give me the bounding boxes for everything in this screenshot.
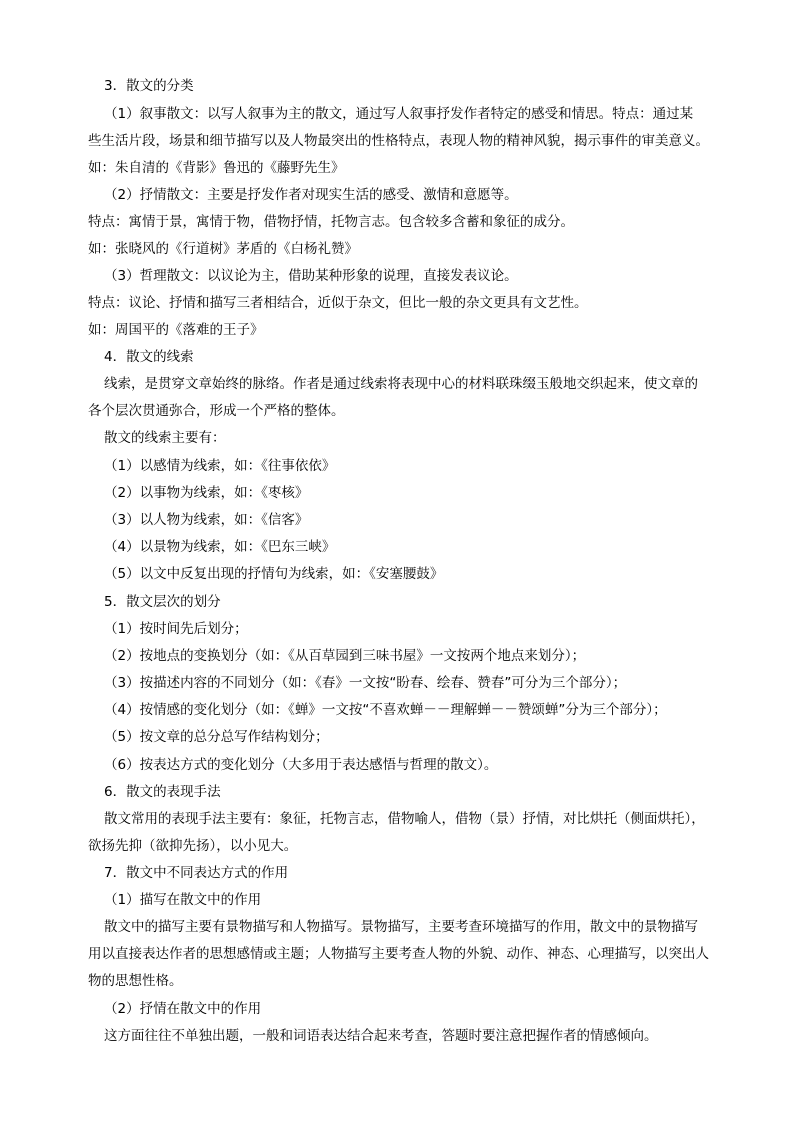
list-item: （6）按表达方式的变化划分（大多用于表达感悟与哲理的散文）。	[104, 757, 498, 773]
list-item: （1）按时间先后划分；	[104, 621, 248, 637]
list-item: （3）以人物为线索，如：《信客》	[104, 512, 309, 528]
list-item: （1）以感情为线索，如：《往事依依》	[104, 458, 336, 474]
list-item: （3）按描述内容的不同划分（如：《春》一文按“盼春、绘春、赞春”可分为三个部分）；	[104, 675, 627, 691]
paragraph-line: 各个层次贯通弥合，形成一个严格的整体。	[88, 403, 345, 419]
list-item: （5）以文中反复出现的抒情句为线索，如：《安塞腰鼓》	[104, 566, 444, 582]
subheading: （2）抒情在散文中的作用	[104, 1001, 262, 1017]
list-item: （2）以事物为线索，如：《枣核》	[104, 485, 309, 501]
paragraph-line: 特点：议论、抒情和描写三者相结合，近似于杂文，但比一般的杂文更具有文艺性。	[88, 295, 588, 311]
paragraph-line: 些生活片段，场景和细节描写以及人物最突出的性格特点，表现人物的精神风貌，揭示事件的审美意义。	[88, 133, 709, 149]
paragraph-line: 如：张晓风的《行道树》茅盾的《白杨礼赞》	[88, 241, 358, 257]
paragraph-line: （2）抒情散文：主要是抒发作者对现实生活的感受、激情和意愿等。	[104, 187, 518, 203]
heading-clues: 4．散文的线索	[104, 349, 194, 365]
paragraph-line: 欲扬先抑（欲抑先扬），以小见大。	[88, 838, 298, 854]
list-item: （4）按情感的变化划分（如：《蝉》一文按“不喜欢蝉－－理解蝉－－赞颂蝉”分为三个部分）；	[104, 702, 667, 718]
paragraph-line: 如：周国平的《落难的王子》	[88, 322, 264, 338]
paragraph-line: 散文常用的表现手法主要有：象征，托物言志，借物喻人，借物（景）抒情，对比烘托（侧面烘托），	[104, 811, 705, 827]
paragraph-line: 物的思想性格。	[88, 973, 183, 989]
list-item: （2）按地点的变换划分（如：《从百草园到三味书屋》一文按两个地点来划分）；	[104, 648, 586, 664]
heading-techniques: 6．散文的表现手法	[104, 784, 221, 800]
paragraph-line: 散文中的描写主要有景物描写和人物描写。景物描写，主要考查环境描写的作用，散文中的景物描写	[104, 919, 698, 935]
paragraph-line: 用以直接表达作者的思想感情或主题；人物描写主要考查人物的外貌、动作、神态、心理描写，以突出人	[88, 946, 709, 962]
paragraph-line: 特点：寓情于景，寓情于物，借物抒情，托物言志。包含较多含蓄和象征的成分。	[88, 214, 574, 230]
paragraph-line: 线索，是贯穿文章始终的脉络。作者是通过线索将表现中心的材料联珠缀玉般地交织起来，使文章的	[104, 376, 698, 392]
heading-levels: 5．散文层次的划分	[104, 594, 221, 610]
heading-expression: 7．散文中不同表达方式的作用	[104, 865, 289, 881]
paragraph-line: 如：朱自清的《背影》鲁迅的《藤野先生》	[88, 160, 345, 176]
paragraph-line: 散文的线索主要有：	[104, 430, 226, 446]
paragraph-line: 这方面往往不单独出题，一般和词语表达结合起来考查，答题时要注意把握作者的情感倾向。	[104, 1028, 658, 1044]
paragraph-line: （1）叙事散文：以写人叙事为主的散文，通过写人叙事抒发作者特定的感受和情思。特点：通过某	[104, 106, 694, 122]
heading-classification: 3．散文的分类	[104, 78, 194, 94]
paragraph-line: （3）哲理散文：以议论为主，借助某种形象的说理，直接发表议论。	[104, 268, 518, 284]
list-item: （4）以景物为线索，如：《巴东三峡》	[104, 539, 336, 555]
subheading: （1）描写在散文中的作用	[104, 892, 262, 908]
list-item: （5）按文章的总分总写作结构划分；	[104, 729, 329, 745]
